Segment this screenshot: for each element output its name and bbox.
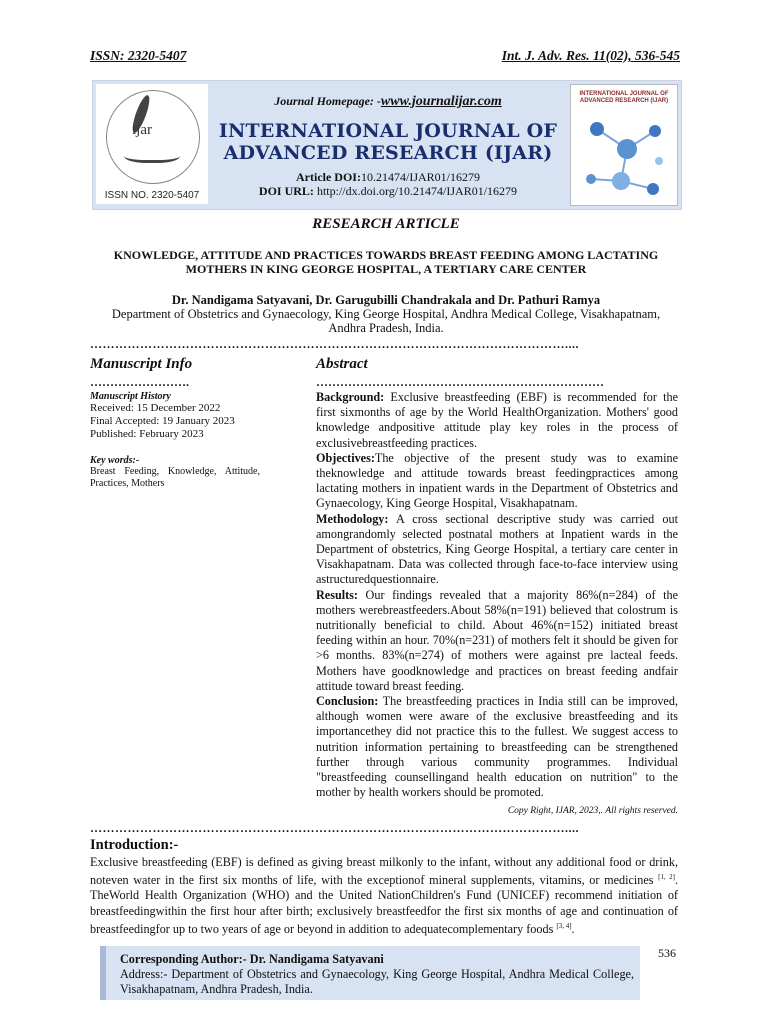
authors: Dr. Nandigama Satyavani, Dr. Garugubilli Chandrakala and Dr. Pathuri Ramya [171,293,601,307]
affiliation [92,307,680,335]
copyright: Copy Right, IJAR, 2023,. All rights reserved. [507,806,678,816]
received-date: Received: 15 December 2022 [90,402,221,414]
journal-citation: Int. J. Adv. Res. 11(02), 536-545 [501,48,680,63]
keywords-label: Key words:- [90,455,140,466]
abstract-heading: Abstract [316,356,368,372]
intro-text-1: Exclusive breastfeeding (EBF) is defined as giving breast milkonly to the infant, without any additional food or drink, noteven water in the first six months of life, with the exceptionof mineral supplements, vitamins, or medicines [90,855,678,888]
introduction-heading: Introduction:- [90,837,179,853]
journal-cover-image [570,84,678,206]
homepage-label: Journal Homepage: - [274,94,381,108]
doi-label: Article DOI: [296,170,361,184]
abstract-body [316,390,678,800]
dotted-separator-left: ……………………. [90,375,189,389]
abstract-methodology [316,512,678,588]
journal-title-line2: ADVANCED RESEARCH (IJAR) [223,142,553,164]
intro-text-2: . TheWorld Health Organization (WHO) and the United NationChildren's Fund (UNICEF) recommend initiation of breastfeedingwithin the first hour after birth; exclusively breastfeedfor the first six months of age and continuation of breastfeedingfor up to two years of age or beyond in addition to adequatecomplementary foods [90,873,678,936]
intro-text-3: . [571,921,575,936]
journal-title [210,120,566,164]
book-icon [124,146,180,163]
affiliation-line2: Andhra Pradesh, India. [328,321,444,335]
manuscript-info-heading: Manuscript Info [90,356,193,372]
abstract [316,356,678,800]
doi-url-label: DOI URL: [258,184,314,198]
dotted-separator-right: ……………………………………………………………… [316,375,604,389]
abstract-background [316,390,678,451]
introduction-body [90,855,678,937]
objectives-text: The objective of the present study was to examine theknowledge and attitude towards breast feedingpractices among lactating mothers in inpatient wards in the Department of Obstetrics and Gynaecology, King George Hospital, Visakhapatnam. [316,450,678,511]
abstract-conclusion [316,694,678,800]
homepage-link[interactable]: www.journalijar.com [380,94,502,109]
abstract-objectives [316,451,678,512]
corresponding-address: Address:- Department of Obstetrics and Gynaecology, King George Hospital, Andhra Medical College, Visakhapatnam, Andhra Pradesh, India. [120,967,634,996]
running-header [90,48,680,64]
citation-1[interactable]: [1, 2] [658,873,675,882]
doi-url-link[interactable]: http://dx.doi.org/10.21474/IJAR01/16279 [316,184,518,198]
conclusion-text: The breastfeeding practices in India still can be improved, although women were aware of the exclusive breastfeeding and its importancethey did not practice this to the fullest. We suggest access to nutrition information pertaining to breastfeeding can be strengthened further through various community programmes. Individual "breastfeeding counsellingand health education on nutrition" to the mother by health workers should be promoted. [316,694,678,800]
objectives-label: Objectives: [316,450,375,465]
journal-homepage [210,94,566,110]
accepted-date: Final Accepted: 19 January 2023 [90,415,235,427]
methodology-text: A cross sectional descriptive study was carried out amongrandomly selected postnatal mothers at Inpatient wards in the Department of obstetrics, King George Hospital, a tertiary care center in Visakhapatnam. Data was collected through face-to-face interview using astructuredquestionnaire. [316,511,678,587]
logo-issn: ISSN NO. 2320-5407 [104,190,200,201]
results-label: Results: [316,587,358,602]
background-text: Exclusive breastfeeding (EBF) is recommended for the first sixmonths of age by the World HealthOrganization. Mothers' good knowledge andpositive attitude play key roles in the process of exclusivebreastfeeding practices. [316,390,678,450]
ijar-logo [96,84,208,204]
keywords: Breast Feeding, Knowledge, Attitude, Practices, Mothers [90,466,260,489]
dotted-separator-bottom: …………………………………………………………………………………………………….... [90,821,579,835]
paper-title [92,248,680,276]
published-date: Published: February 2023 [90,428,204,440]
page-number: 536 [658,946,676,960]
results-text: Our findings revealed that a majority 86%(n=284) of the mothers werebreastfeeders.About 58%(n=191) believed that colostrum is nutritionally beneficial to child. About 46%(n=152) initiated breast feeding within an hour. 70%(n=231) of mothers felt it should be given for >6 months. 83%(n=274) of mothers were against pre lacteal feeds. Mothers have goodknowledge and practices on breast feeding andfair attitude toward breast feeding. [316,587,678,693]
paper-title-line1: KNOWLEDGE, ATTITUDE AND PRACTICES TOWARDS BREAST FEEDING AMONG LACTATING [113,248,659,262]
journal-title-line1: INTERNATIONAL JOURNAL OF [218,120,558,142]
conclusion-label: Conclusion: [316,694,379,709]
affiliation-line1: Department of Obstetrics and Gynaecology, King George Hospital, Andhra Medical College, Visakhapatnam, [111,307,661,321]
cover-title: INTERNATIONAL JOURNAL OF ADVANCED RESEARCH (IJAR) [579,91,669,104]
doi-value: 10.21474/IJAR01/16279 [360,170,480,184]
paper-title-line2: MOTHERS IN KING GEORGE HOSPITAL, A TERTIARY CARE CENTER [185,262,587,276]
citation-2[interactable]: [3, 4] [556,921,572,930]
logo-circle [106,90,200,184]
background-label: Background: [316,390,385,404]
doi-block [210,170,566,198]
methodology-label: Methodology: [316,511,389,526]
manuscript-info [90,356,260,490]
corresponding-author-label: Corresponding Author:- Dr. Nandigama Satyavani [120,952,384,966]
corresponding-author [120,952,634,997]
abstract-results [316,588,678,694]
logo-text: ijar [132,122,152,138]
history-label: Manuscript History [90,391,171,402]
issn-label: ISSN: 2320-5407 [90,48,187,63]
corresponding-author-box [100,946,640,1000]
dotted-separator-top: …………………………………………………………………………………………………….... [90,337,579,351]
article-type: RESEARCH ARTICLE [312,216,460,232]
molecule-icon [577,109,671,201]
